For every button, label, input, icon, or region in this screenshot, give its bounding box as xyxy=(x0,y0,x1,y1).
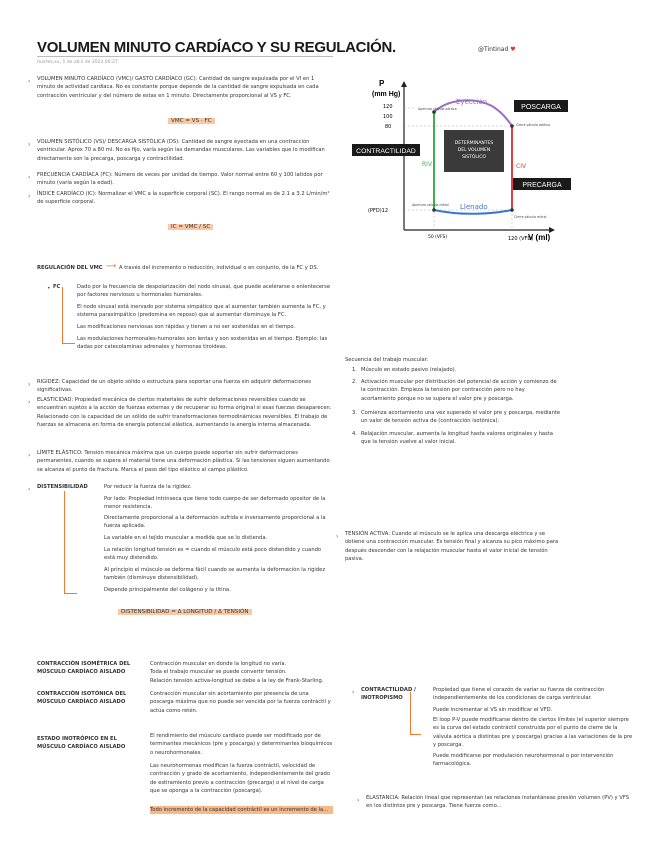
distensibilidad-label: DISTENSIBILIDAD xyxy=(37,484,88,490)
list-number: 2. xyxy=(352,379,357,385)
isotonica-heading: CONTRACCIÓN ISOTÓNICA DEL MÚSCULO CARDÍACO AISLADO xyxy=(37,691,127,706)
list-number: 4. xyxy=(352,431,357,437)
dist-item: La variable en el tejido muscular a medida que se lo distienda. xyxy=(104,535,268,541)
contractilidad-label: CONTRACTILIDAD xyxy=(356,148,416,155)
elastancia-paragraph: ELASTANCIA: Relación lineal que representan las relaciones instantáneas presión volumen (PV) y VFS en los distintos pre y poscarga. Tiene fuerza como... xyxy=(366,795,630,810)
bullet-icon: › xyxy=(352,689,355,696)
contractilidad-heading: CONTRACTILIDAD / INOTROPISMO xyxy=(361,687,416,702)
dist-item: Depende principalmente del colágeno y la titina. xyxy=(104,587,231,593)
formula-ic: IC = VMC / SC xyxy=(168,224,213,230)
eyeccion-label: Eyección xyxy=(456,98,488,106)
list-number: 3. xyxy=(352,410,357,416)
arrow-icon: ⟶ xyxy=(106,262,117,270)
secuencia-item: Comienza acortamiento una vez superado el valor pre y poscarga, mediante un valor de tensión activa de (contracción isotónica). xyxy=(361,410,561,425)
regulacion-heading: REGULACIÓN DEL VMC xyxy=(37,265,103,271)
llenado-label: Llenado xyxy=(460,203,488,211)
x-tick: 120 (VFD) xyxy=(508,236,534,242)
list-number: 1. xyxy=(352,367,357,373)
precarga-label: PRECARGA xyxy=(522,182,562,189)
dist-item: Por reducir la fuerza de la rigidez. xyxy=(104,484,192,490)
y-tick: (PFD)12 xyxy=(368,208,389,214)
bracket-line xyxy=(64,491,77,594)
isometrica-heading: CONTRACCIÓN ISOMÉTRICA DEL MÚSCULO CARDÍACO AISLADO xyxy=(37,661,131,676)
annot-mitral-open: Apertura válvula mitral xyxy=(412,203,449,207)
bullet-icon: › xyxy=(28,452,31,459)
note-date: martes,xx, 1 de ab.il de 2023 00:27 xyxy=(37,60,118,65)
bullet-icon: • xyxy=(47,285,51,292)
contractilidad-item: Propiedad que tiene el corazón de variar su fuerza de contracción independientemente de los condiciones de carga ventricular. xyxy=(433,687,605,702)
vmc-paragraph: VOLUMEN MINUTO CARDÍACO (VMC)/ GASTO CARDÍACO (GC): Cantidad de sangre expulsada por el VI en 1 minuto de actividad cardíaca. No es constante porque depende de la cantidad de sangre expulsada en cada contracción ventricular y del número de estas en 1 minuto. Directamente proporcional al VS y FC. xyxy=(37,76,319,99)
isometrica-item: Toda el trabajo muscular se puede convertir tensión. xyxy=(150,669,287,675)
author-tag xyxy=(478,46,516,53)
fc-item: El nodo sinusal está inervado por sistema simpático que al aumentar también aumenta la FC, y sistema parasimpático (predomina en reposo) que al aumentar disminuye la FC. xyxy=(77,304,326,319)
fc-item: Las modificaciones nerviosas son rápidas y tienen a no ser sostenidas en el tiempo. xyxy=(77,324,296,330)
rigidez-paragraph: RIGIDEZ: Capacidad de un objeto sólido o estructura para soportar una fuerza sin adquirir deformaciones significativas. xyxy=(37,379,312,394)
secuencia-item: Relajación muscular, aumenta la longitud hasta valores originales y hasta que la tensión vuelve al valor inicial. xyxy=(361,431,553,446)
bullet-icon: › xyxy=(357,797,360,804)
formula-distensibilidad: DISTENSIBILIDAD = Δ LONGITUD / Δ TENSIÓN xyxy=(118,609,252,615)
bullet-icon: › xyxy=(28,486,31,493)
isotonica-item: Contracción muscular sin acortamiento por presencia de una poscarga máxima que no puede ser vencida por la fuerza contráctil y actúa como retén. xyxy=(150,691,331,714)
bullet-icon: › xyxy=(28,381,31,388)
annot-mitral-close: Cierre válvula mitral xyxy=(514,215,547,219)
y-label-unit: (mm Hg) xyxy=(372,91,401,98)
x-tick: 50 (VFS) xyxy=(428,235,448,240)
y-tick: 120 xyxy=(383,104,393,110)
elasticidad-paragraph: ELASTICIDAD: Propiedad mecánica de ciertos materiales de sufrir deformaciones reversibles cuando se encuentran sujetos a la acción de fuerzas externas y de recuperar su forma original si esas fuerzas desaparecen. Relacionado con la capacidad de un sólido de sufrir transformaciones termodinámicas reversibles. El trabajo de fuerzas se almacena en forma de energía potencial elástica, aumentando la energía interna almacenada. xyxy=(37,397,332,428)
center-text: DETERMINANTES DEL VOLUMEN SISTÓLICO xyxy=(454,141,494,160)
bullet-icon: › xyxy=(28,193,31,200)
inotropico-item: Todo incremento de la capacidad contráctil es un incremento de la... xyxy=(150,806,333,814)
pv-loop-diagram xyxy=(352,72,620,250)
bracket-line xyxy=(410,692,421,735)
x-axis-label: V (ml) xyxy=(528,233,551,242)
dist-item: Al principio el músculo se deforma fácil cuando se aumenta la deformación la rigidez también (disminuye distensibilidad). xyxy=(104,567,326,582)
bullet-icon: › xyxy=(28,174,31,181)
riv-label: RIV xyxy=(422,161,433,168)
dist-item: La relación longitud tensión es = cuando el músculo está poco distendido y cuando está muy distendido. xyxy=(104,547,322,562)
contractilidad-item: Puede incrementar el VS sin modificar el VFD. xyxy=(433,707,553,713)
vs-paragraph: VOLUMEN SISTÓLICO (VS)/ DESCARGA SISTÓLICA (DS): Cantidad de sangre eyectada en una contracción ventricular. Aprox 70 a 80 ml. No es fijo, varía según las demandas musculares. Las variables que lo modifican directamente son la precarga, poscarga y contractilidad. xyxy=(37,139,325,162)
annot-aortic-close: Cierre válvula aórtica xyxy=(516,123,551,127)
bullet-icon: › xyxy=(28,141,31,148)
y-label-p: P xyxy=(379,79,385,88)
bullet-icon: › xyxy=(28,399,31,406)
annot-aortic-open: Apertura válvula aórtica xyxy=(418,107,457,111)
inotropico-heading: ESTADO INOTRÓPICO EN EL MÚSCULO CARDÍACO AISLADO xyxy=(37,736,126,751)
limite-paragraph: LÍMITE ELÁSTICO: Tensión mecánica máxima que un cuerpo puede soportar sin sufrir deformaciones permanentes, cuando se supera el material tiene una deformación plástica. Si las tensiones siguen aumentando se alcanza el punto de fractura. Marca el paso del tipo elástico al campo plástico. xyxy=(37,450,330,473)
dist-item: Por lado: Propiedad intrínseca que tiene todo cuerpo de ser deformado opositor de la menor resistencia. xyxy=(104,496,326,511)
secuencia-item: Músculo en estado pasivo (relajado). xyxy=(361,367,457,373)
y-tick: 80 xyxy=(385,124,392,130)
bracket-line xyxy=(62,287,75,344)
formula-vmc: VMC = VS · FC xyxy=(168,118,215,124)
poscarga-label: POSCARGA xyxy=(521,104,561,111)
isometrica-item: Relación tensión activa-longitud se debe a la ley de Frank-Starling. xyxy=(150,678,324,684)
tension-activa-paragraph: TENSIÓN ACTIVA: Cuando al músculo se le aplica una descarga eléctrica y se obtiene una contracción muscular. Es tensión final y alcanza su pico máximo para después descender con la relajación muscular hasta el valor inicial de tensión pasiva. xyxy=(345,531,559,562)
inotropico-item: Las neurohormonas modifican la fuerza contráctil, velocidad de contracción y grado de acortamiento, independientemente del grado de estiramiento previo a contracción (precarga) o el nivel de carga que se oponga a la contracción (poscarga). xyxy=(150,763,330,794)
contractilidad-item: Puede modificarse por modulación neurohormonal o por intervención farmacológica. xyxy=(433,753,614,768)
heart-icon: ♥ xyxy=(510,46,516,53)
title-underline xyxy=(37,56,333,57)
civ-label: CIV xyxy=(516,163,527,170)
fc-paragraph: FRECUENCIA CARDÍACA (FC): Número de veces por unidad de tiempo. Valor normal entre 60 y 100 latidos por minuto (varía según la edad). xyxy=(37,172,323,187)
contractilidad-item: El loop P-V puede modificarse dentro de ciertos límites (el superior siempre es la curva del estado contráctil construida por el punto de cierre de la válvula aórtica a distintas pre y poscarga) gracias a las variaciones de la pre y poscarga. xyxy=(433,717,633,748)
secuencia-item: Activación muscular por distribución del potencial de acción y comienzo de la contracción. Empieza la tensión por contracción pero no hay acortamiento porque no se supera el valor pre y poscarga. xyxy=(361,379,557,402)
regulacion-desc: A través del incremento o reducción, individual o en conjunto, de la FC y DS. xyxy=(119,265,319,271)
y-tick: 100 xyxy=(383,114,393,120)
inotropico-item: El rendimiento del músculo cardíaco puede ser modificado por de terminantes mecánicos (pre y poscarga) y determinantes bioquímicos o neurohormonales. xyxy=(150,733,333,756)
secuencia-title: Secuencia del trabajo muscular: xyxy=(345,357,429,363)
isometrica-item: Contracción muscular en donde la longitud no varía. xyxy=(150,661,287,667)
page-title: VOLUMEN MINUTO CARDÍACO Y SU REGULACIÓN. xyxy=(37,39,396,56)
fc-item: Las modulaciones hormonales-humorales son lentas y son sostenidas en el tiempo. Ejemplo: las dadas por catecolaminas adrenales y hormonas tiroideas. xyxy=(77,336,328,351)
ic-paragraph: ÍNDICE CARDÍACO (IC): Normalizar el VMC a la superficie corporal (SC). El rango normal es de 2.1 a 3.2 L/min/m² de superficie corporal. xyxy=(37,191,330,206)
fc-item: Dado por la frecuencia de despolarización del nodo sinusal, que puede acelerarse o enlentecerse por factores nerviosos u hormonales humorales. xyxy=(77,284,331,299)
dist-item: Directamente proporcional a la deformación sufrida e inversamente proporcional a la fuerza aplicada. xyxy=(104,515,326,530)
bullet-icon: › xyxy=(336,533,339,540)
fc-label: FC xyxy=(53,284,61,290)
bullet-icon: › xyxy=(28,78,31,85)
author-name: @Tintinad xyxy=(478,46,509,53)
